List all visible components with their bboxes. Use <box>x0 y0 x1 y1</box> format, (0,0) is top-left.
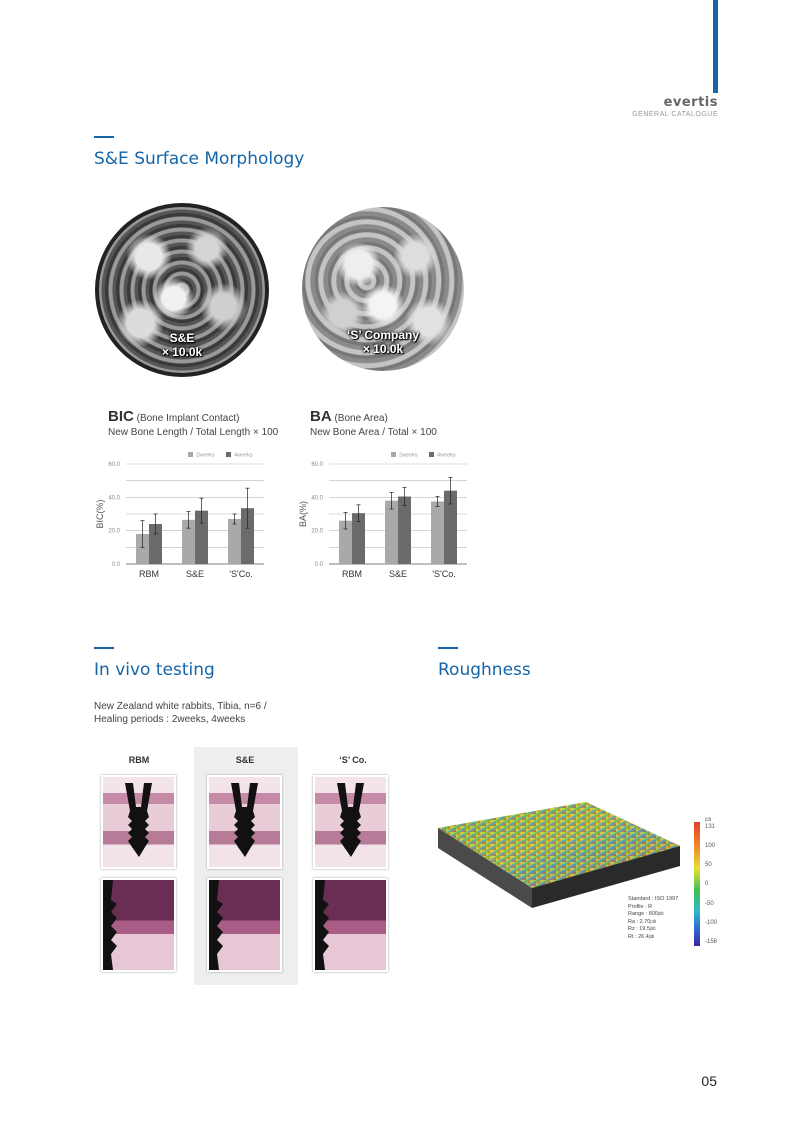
invivo-desc-line1: New Zealand white rabbits, Tibia, n=6 / <box>94 701 267 712</box>
bic-heading <box>108 408 278 438</box>
roughness-info-line: Rt : 26.4㎛ <box>628 933 655 940</box>
y-tick-label: 20.0 <box>108 528 120 535</box>
bar <box>398 497 411 565</box>
section-dash <box>438 647 458 649</box>
bic-chart <box>90 446 275 586</box>
sem-label-sco-mag: × 10.0k <box>362 342 404 356</box>
page-number: 05 <box>701 1073 717 1089</box>
histology-rbm-detail <box>101 878 176 972</box>
column-header-se: S&E <box>235 755 255 765</box>
legend-label: 4weeks <box>234 452 253 459</box>
y-tick-label: 60.0 <box>311 462 323 468</box>
section-dash <box>94 136 114 138</box>
bar <box>431 502 444 565</box>
column-header-sco: ‘S’ Co. <box>339 755 367 765</box>
sem-label-se-mag: × 10.0k <box>161 345 203 359</box>
scale-label: 100 <box>705 843 716 849</box>
legend-label: 2weeks <box>399 452 418 459</box>
y-tick-label: 60.0 <box>108 462 120 468</box>
brand-name: evertis <box>663 95 718 110</box>
bar <box>385 501 398 564</box>
invivo-description <box>94 700 267 726</box>
roughness-info-line: Standard : ISO 1997 <box>628 896 679 902</box>
legend-label: 2weeks <box>196 452 215 459</box>
column-header-rbm: RBM <box>128 755 150 765</box>
bic-full: (Bone Implant Contact) <box>136 413 240 424</box>
scale-label: 0 <box>705 881 709 887</box>
roughness-color-scale <box>694 822 700 946</box>
x-category-label: S&E <box>388 569 408 579</box>
brand-block <box>632 95 718 118</box>
ba-chart <box>293 446 478 586</box>
x-category-label: RBM <box>139 569 159 579</box>
y-tick-label: 40.0 <box>108 495 120 502</box>
brand-subtitle: GENERAL CATALOGUE <box>632 111 718 118</box>
y-tick-label: 0.0 <box>111 562 120 568</box>
legend-label: 4weeks <box>437 452 456 459</box>
sem-label-sco-name: ‘S’ Company <box>346 328 420 342</box>
scale-label: -158 <box>705 939 718 945</box>
scale-unit: ㎛ <box>705 817 712 823</box>
legend-swatch <box>391 452 396 457</box>
bar <box>228 519 241 564</box>
y-axis-label: BA(%) <box>298 500 308 528</box>
scale-label: 131 <box>705 824 716 830</box>
scale-label: 50 <box>705 862 712 868</box>
y-tick-label: 0.0 <box>314 562 323 568</box>
histology-se-overview <box>207 775 282 869</box>
roughness-info-line: Profile : R <box>628 903 653 910</box>
bic-formula: New Bone Length / Total Length × 100 <box>108 427 279 438</box>
legend-swatch <box>226 452 231 457</box>
scale-label: -100 <box>705 920 718 926</box>
legend-swatch <box>188 452 193 457</box>
x-category-label: 'S'Co. <box>432 569 456 579</box>
bic-abbr: BIC <box>108 408 134 425</box>
ba-formula: New Bone Area / Total × 100 <box>310 427 437 438</box>
surface-title: S&E Surface Morphology <box>94 149 305 169</box>
sem-image-se <box>95 203 269 377</box>
section-dash <box>94 647 114 649</box>
y-tick-label: 20.0 <box>311 528 323 535</box>
invivo-title: In vivo testing <box>94 660 215 680</box>
roughness-info <box>628 896 678 942</box>
histology-se-detail <box>207 878 282 972</box>
roughness-title: Roughness <box>438 660 531 680</box>
scale-label: -50 <box>705 901 714 907</box>
x-category-label: 'S'Co. <box>229 569 253 579</box>
x-category-label: S&E <box>185 569 205 579</box>
ba-abbr: BA <box>310 408 332 425</box>
roughness-info-line: Ra : 2.70㎛ <box>628 918 656 925</box>
roughness-info-line: Rz : 19.5㎛ <box>628 926 656 933</box>
x-category-label: RBM <box>342 569 362 579</box>
y-axis-label: BIC(%) <box>95 499 105 529</box>
ba-full: (Bone Area) <box>334 413 388 424</box>
histology-sco-detail <box>313 878 388 972</box>
roughness-3d-map <box>436 796 682 912</box>
roughness-info-line: Range : 800㎛ <box>628 911 664 918</box>
histology-sco-overview <box>313 775 388 869</box>
histology-rbm-overview <box>101 775 176 869</box>
header-accent-bar <box>713 0 718 93</box>
y-tick-label: 40.0 <box>311 495 323 502</box>
sem-label-se-name: S&E <box>169 331 195 345</box>
ba-heading <box>310 408 437 438</box>
invivo-desc-line2: Healing periods : 2weeks, 4weeks <box>94 714 246 725</box>
sem-image-s-company <box>302 207 464 371</box>
legend-swatch <box>429 452 434 457</box>
